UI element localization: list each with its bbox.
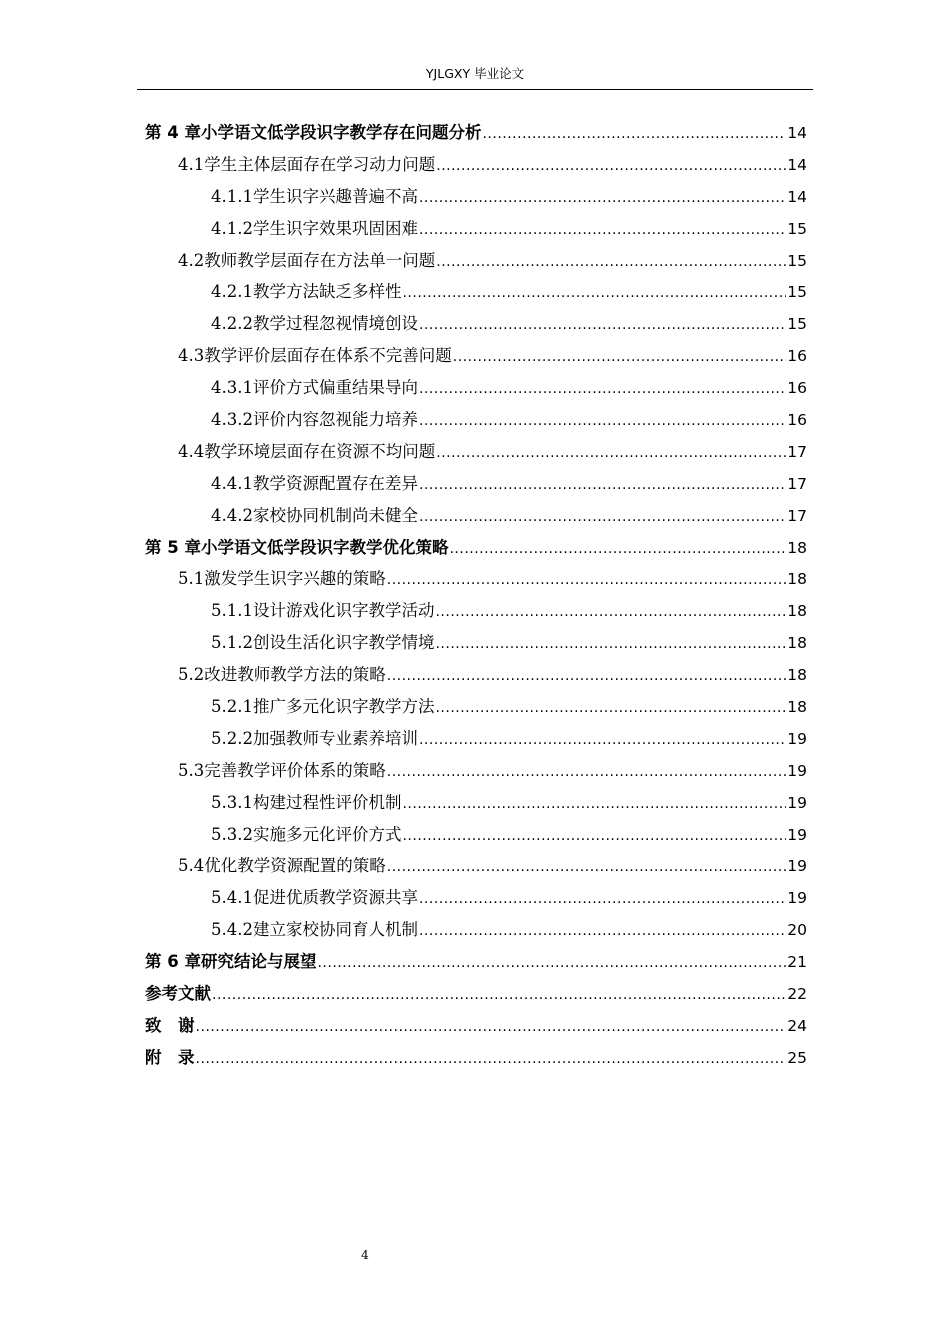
table-of-contents bbox=[145, 117, 807, 1074]
toc-entry[interactable] bbox=[145, 627, 807, 659]
dot-leader bbox=[419, 916, 786, 946]
toc-entry[interactable] bbox=[145, 340, 807, 372]
toc-entry-title: 教师教学层面存在方法单一问题 bbox=[204, 250, 436, 270]
dot-leader bbox=[419, 215, 786, 245]
toc-entry[interactable] bbox=[145, 595, 807, 627]
dot-leader bbox=[419, 406, 786, 436]
toc-entry-title: 致 谢 bbox=[145, 1015, 195, 1035]
toc-entry-page: 18 bbox=[787, 698, 807, 717]
dot-leader bbox=[482, 119, 786, 149]
toc-entry-number: 5.3.2 bbox=[211, 824, 253, 844]
dot-leader bbox=[402, 821, 786, 851]
toc-entry-title: 评价内容忽视能力培养 bbox=[252, 410, 418, 430]
dot-leader bbox=[435, 693, 786, 723]
toc-entry-page: 15 bbox=[787, 283, 807, 302]
toc-entry[interactable] bbox=[145, 914, 807, 946]
toc-entry-title: 构建过程性评价机制 bbox=[252, 792, 402, 812]
toc-entry-number: 4.1.1 bbox=[211, 186, 253, 206]
toc-entry-title: 优化教学资源配置的策略 bbox=[204, 856, 386, 876]
toc-entry[interactable] bbox=[145, 978, 807, 1010]
toc-entry-title: 附 录 bbox=[145, 1047, 195, 1067]
toc-entry[interactable] bbox=[145, 819, 807, 851]
toc-entry-number: 5.4.1 bbox=[211, 888, 253, 908]
toc-entry[interactable] bbox=[145, 723, 807, 755]
toc-entry[interactable] bbox=[145, 787, 807, 819]
toc-entry[interactable] bbox=[145, 372, 807, 404]
dot-leader bbox=[419, 374, 786, 404]
toc-entry-title: 设计游戏化识字教学活动 bbox=[252, 601, 435, 621]
toc-entry[interactable] bbox=[145, 468, 807, 500]
toc-entry-title: 教学资源配置存在差异 bbox=[252, 473, 418, 493]
toc-entry-title: 实施多元化评价方式 bbox=[252, 824, 402, 844]
dot-leader bbox=[387, 565, 787, 595]
page-header: YJLGXY 毕业论文 bbox=[425, 66, 525, 81]
toc-entry-number: 4.3.2 bbox=[211, 410, 253, 430]
dot-leader bbox=[435, 597, 786, 627]
toc-entry-number: 4.4.1 bbox=[211, 473, 253, 493]
toc-entry-page: 14 bbox=[787, 124, 807, 142]
toc-entry-title: 改进教师教学方法的策略 bbox=[204, 665, 386, 685]
toc-entry[interactable] bbox=[145, 1042, 807, 1074]
toc-entry[interactable] bbox=[145, 245, 807, 277]
dot-leader bbox=[419, 470, 786, 500]
toc-entry-title: 研究结论与展望 bbox=[200, 952, 317, 972]
toc-entry-number: 5.1 bbox=[178, 569, 205, 589]
toc-entry-page: 16 bbox=[787, 411, 807, 430]
toc-entry-title: 家校协同机制尚未健全 bbox=[252, 505, 418, 525]
toc-entry-number: 5.4.2 bbox=[211, 920, 253, 940]
dot-leader bbox=[436, 438, 786, 468]
toc-entry-page: 21 bbox=[787, 953, 807, 972]
toc-entry-number: 第 5 章 bbox=[145, 537, 201, 557]
toc-entry-page: 19 bbox=[787, 729, 807, 748]
toc-entry-page: 17 bbox=[787, 506, 807, 525]
toc-entry-page: 18 bbox=[787, 634, 807, 653]
toc-entry-number: 4.2.1 bbox=[211, 282, 253, 302]
dot-leader bbox=[435, 629, 786, 659]
toc-entry-number: 5.3.1 bbox=[211, 792, 253, 812]
toc-entry-page: 24 bbox=[787, 1016, 807, 1035]
toc-entry-page: 18 bbox=[787, 570, 807, 589]
toc-entry-number: 5.2.1 bbox=[211, 697, 253, 717]
toc-entry[interactable] bbox=[145, 436, 807, 468]
toc-entry-title: 教学方法缺乏多样性 bbox=[252, 282, 402, 302]
toc-entry-page: 18 bbox=[787, 538, 807, 557]
toc-entry-number: 第 4 章 bbox=[145, 123, 201, 142]
toc-entry-title: 建立家校协同育人机制 bbox=[252, 920, 418, 940]
dot-leader bbox=[402, 278, 786, 308]
toc-entry-page: 19 bbox=[787, 857, 807, 876]
toc-entry[interactable] bbox=[145, 308, 807, 340]
toc-entry-title: 推广多元化识字教学方法 bbox=[252, 697, 435, 717]
dot-leader bbox=[196, 1044, 787, 1074]
dot-leader bbox=[419, 310, 786, 340]
toc-entry-page: 19 bbox=[787, 825, 807, 844]
toc-entry-title: 小学语文低学段识字教学存在问题分析 bbox=[200, 123, 482, 142]
page-number: 4 bbox=[361, 1248, 369, 1262]
toc-entry[interactable] bbox=[145, 500, 807, 532]
toc-entry-title: 教学环境层面存在资源不均问题 bbox=[204, 441, 436, 461]
toc-entry-title: 参考文献 bbox=[145, 984, 211, 1004]
dot-leader bbox=[387, 757, 787, 787]
dot-leader bbox=[419, 502, 786, 532]
toc-entry-title: 评价方式偏重结果导向 bbox=[252, 378, 418, 398]
toc-entry[interactable] bbox=[145, 946, 807, 978]
toc-entry-title: 教学评价层面存在体系不完善问题 bbox=[204, 346, 452, 366]
toc-entry-number: 4.2 bbox=[178, 250, 205, 270]
dot-leader bbox=[196, 1012, 787, 1042]
toc-entry-number: 4.3 bbox=[178, 346, 205, 366]
toc-entry-page: 20 bbox=[787, 921, 807, 940]
toc-entry[interactable] bbox=[145, 276, 807, 308]
dot-leader bbox=[387, 661, 787, 691]
toc-entry-number: 4.1 bbox=[178, 154, 205, 174]
toc-entry-number: 4.4 bbox=[178, 441, 205, 461]
toc-entry[interactable] bbox=[145, 117, 807, 149]
toc-entry-page: 19 bbox=[787, 761, 807, 780]
dot-leader bbox=[419, 884, 786, 914]
toc-entry[interactable] bbox=[145, 181, 807, 213]
toc-entry-page: 17 bbox=[787, 442, 807, 461]
toc-entry-title: 完善教学评价体系的策略 bbox=[204, 760, 386, 780]
header-rule bbox=[137, 89, 813, 90]
toc-entry-page: 18 bbox=[787, 602, 807, 621]
toc-entry-page: 19 bbox=[787, 889, 807, 908]
toc-entry-page: 22 bbox=[787, 985, 807, 1004]
dot-leader bbox=[419, 183, 786, 213]
dot-leader bbox=[387, 852, 787, 882]
dot-leader bbox=[436, 247, 786, 277]
toc-entry-number: 5.4 bbox=[178, 856, 205, 876]
toc-entry-number: 4.2.2 bbox=[211, 314, 253, 334]
toc-entry-number: 5.2.2 bbox=[211, 728, 253, 748]
toc-entry-number: 5.1.1 bbox=[211, 601, 253, 621]
toc-entry-title: 加强教师专业素养培训 bbox=[252, 728, 418, 748]
dot-leader bbox=[212, 980, 786, 1010]
toc-entry-title: 创设生活化识字教学情境 bbox=[252, 633, 435, 653]
toc-entry-page: 16 bbox=[787, 347, 807, 366]
toc-entry[interactable] bbox=[145, 659, 807, 691]
dot-leader bbox=[419, 725, 786, 755]
toc-entry-title: 教学过程忽视情境创设 bbox=[252, 314, 418, 334]
toc-entry-title: 小学语文低学段识字教学优化策略 bbox=[200, 537, 449, 557]
toc-entry[interactable] bbox=[145, 755, 807, 787]
toc-entry-number: 5.1.2 bbox=[211, 633, 253, 653]
toc-entry-title: 学生识字效果巩固困难 bbox=[252, 218, 418, 238]
toc-entry-page: 18 bbox=[787, 666, 807, 685]
dot-leader bbox=[317, 948, 786, 978]
dot-leader bbox=[436, 151, 786, 181]
toc-entry-page: 15 bbox=[787, 315, 807, 334]
toc-entry-title: 学生主体层面存在学习动力问题 bbox=[204, 154, 436, 174]
toc-entry-page: 14 bbox=[787, 155, 807, 174]
toc-entry-page: 17 bbox=[787, 474, 807, 493]
dot-leader bbox=[449, 534, 786, 564]
toc-entry-page: 16 bbox=[787, 379, 807, 398]
toc-entry-number: 4.1.2 bbox=[211, 218, 253, 238]
toc-entry-number: 5.2 bbox=[178, 665, 205, 685]
toc-entry-page: 25 bbox=[787, 1048, 807, 1067]
toc-entry-number: 4.3.1 bbox=[211, 378, 253, 398]
toc-entry-number: 4.4.2 bbox=[211, 505, 253, 525]
toc-entry[interactable] bbox=[145, 404, 807, 436]
toc-entry[interactable] bbox=[145, 882, 807, 914]
toc-entry-page: 14 bbox=[787, 187, 807, 206]
dot-leader bbox=[453, 342, 787, 372]
toc-entry[interactable] bbox=[145, 563, 807, 595]
toc-entry-page: 15 bbox=[787, 251, 807, 270]
toc-entry[interactable] bbox=[145, 532, 807, 564]
toc-entry[interactable] bbox=[145, 213, 807, 245]
toc-entry[interactable] bbox=[145, 1010, 807, 1042]
toc-entry-title: 激发学生识字兴趣的策略 bbox=[204, 569, 386, 589]
toc-entry[interactable] bbox=[145, 691, 807, 723]
toc-entry-number: 第 6 章 bbox=[145, 952, 201, 972]
dot-leader bbox=[402, 789, 786, 819]
toc-entry-number: 5.3 bbox=[178, 760, 205, 780]
toc-entry-page: 15 bbox=[787, 219, 807, 238]
toc-entry-title: 促进优质教学资源共享 bbox=[252, 888, 418, 908]
toc-entry-page: 19 bbox=[787, 793, 807, 812]
toc-entry[interactable] bbox=[145, 850, 807, 882]
toc-entry[interactable] bbox=[145, 149, 807, 181]
toc-entry-title: 学生识字兴趣普遍不高 bbox=[252, 186, 418, 206]
